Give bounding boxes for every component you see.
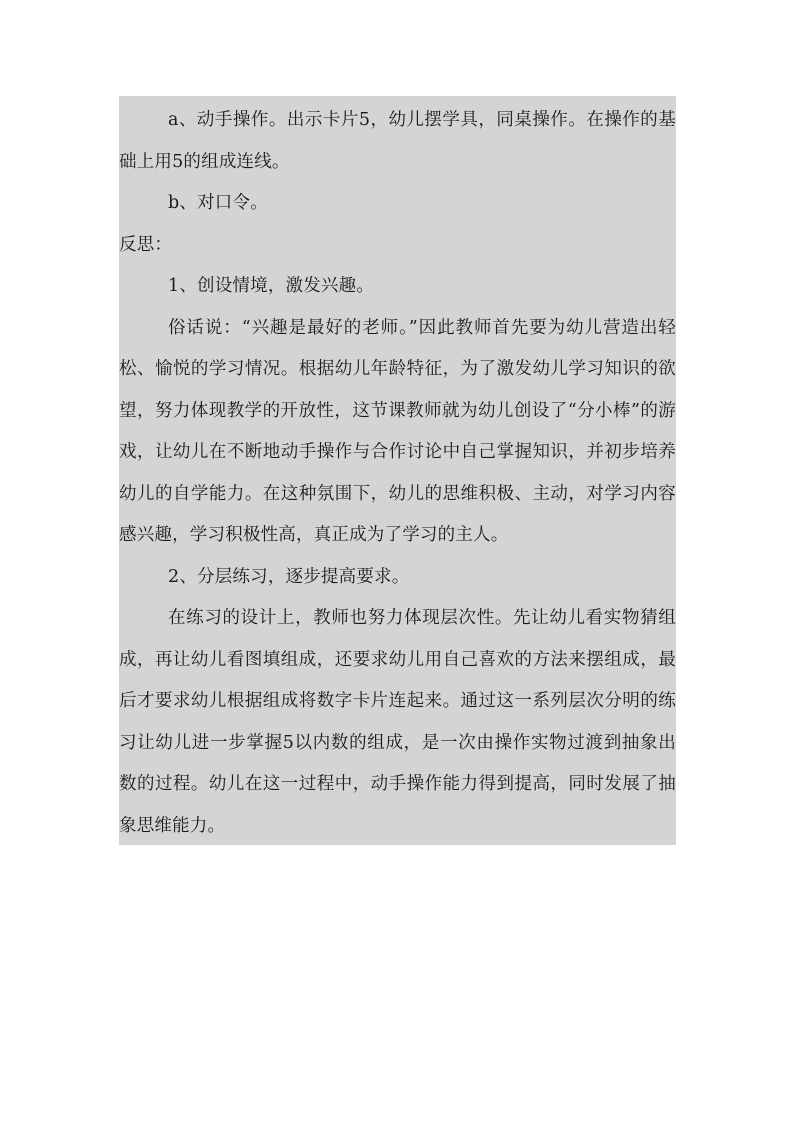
- text-block: [119, 96, 676, 845]
- reflection-point-1-heading: 1、创设情境，激发兴趣。: [168, 276, 375, 296]
- reflection-heading: 反思：: [119, 234, 173, 255]
- paragraph-activity-a: a、动手操作。出示卡片5，幼儿摆学具，同桌操作。在操作的基础上用5的组成连线。: [119, 110, 676, 172]
- reflection-point-2-heading: 2、分层练习，逐步提高要求。: [168, 566, 410, 587]
- reflection-point-2-body: 在练习的设计上，教师也努力体现层次性。先让幼儿看实物猜组成，再让幼儿看图填组成，还要求幼儿用自己喜欢的方法来摆组成，最后才要求幼儿根据组成将数字卡片连起来。通过这一系列层次分明的练习让幼儿进一步掌握5以内数的组成，是一次由操作实物过渡到抽象出数的过程。幼儿在这一过程中，动手操作能力得到提高，同时发展了抽象思维能力。: [119, 608, 676, 836]
- reflection-point-1-body: 俗话说：“兴趣是最好的老师。”因此教师首先要为幼儿营造出轻松、愉悦的学习情况。根据幼儿年龄特征，为了激发幼儿学习知识的欲望，努力体现教学的开放性，这节课教师就为幼儿创设了“分小棒”的游戏，让幼儿在不断地动手操作与合作讨论中自己掌握知识，并初步培养幼儿的自学能力。在这种氛围下，幼儿的思维积极、主动，对学习内容感兴趣，学习积极性高，真正成为了学习的主人。: [119, 317, 676, 545]
- paragraph-activity-b: b、对口令。: [168, 193, 268, 213]
